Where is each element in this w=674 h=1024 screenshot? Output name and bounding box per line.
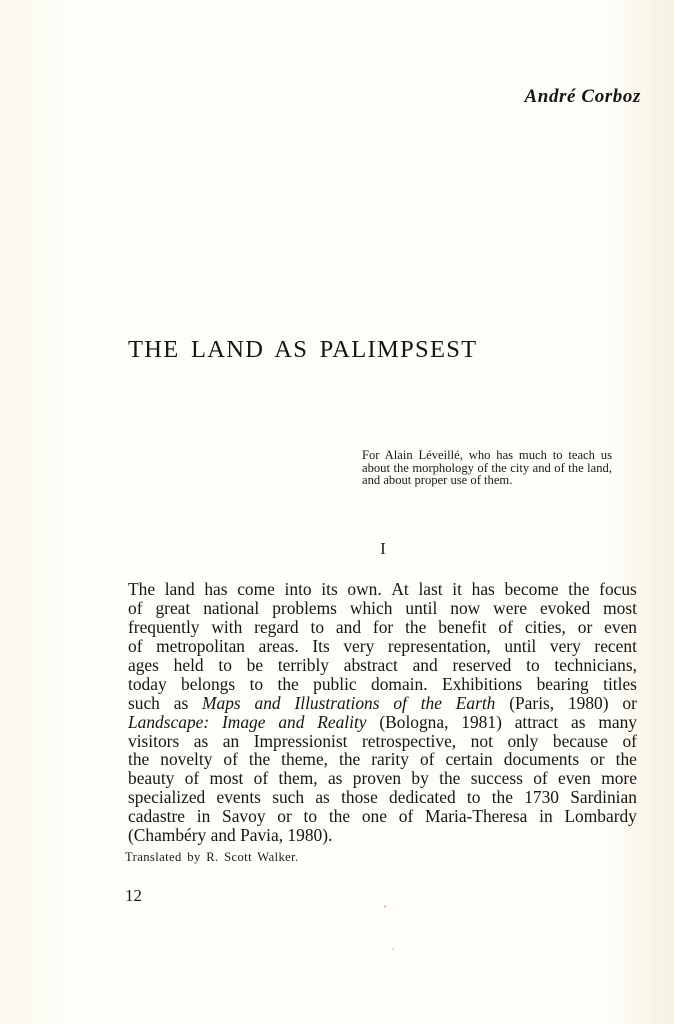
word: 1730: [524, 787, 559, 808]
word: Illustrations: [294, 692, 380, 713]
word: and: [412, 654, 438, 675]
word: only: [507, 730, 539, 751]
word: of: [253, 768, 269, 789]
word: very: [343, 635, 375, 656]
word: (Chambéry: [128, 825, 207, 846]
word: focus: [599, 579, 637, 599]
word: not: [470, 730, 493, 751]
body-line: [128, 807, 637, 826]
word: retrospective,: [361, 730, 457, 751]
word: held: [173, 654, 204, 675]
word: one: [361, 806, 387, 827]
word: of: [419, 749, 435, 770]
word: many: [598, 711, 637, 732]
word: of: [128, 635, 143, 656]
body-line: [128, 656, 637, 675]
word: proven: [352, 768, 402, 789]
word: last: [418, 579, 443, 599]
word: the: [568, 579, 590, 599]
body-line: [128, 637, 637, 656]
word: or: [590, 749, 605, 770]
word: Reality: [317, 711, 367, 732]
word: them,: [278, 768, 318, 789]
word: (Bologna,: [379, 711, 449, 732]
body-line: [128, 769, 637, 788]
word: the: [491, 787, 513, 808]
body-line: [128, 675, 637, 694]
word: as: [327, 768, 343, 789]
word: to: [466, 787, 481, 808]
body-paragraph: [128, 580, 637, 845]
word: terribly: [277, 654, 329, 675]
body-line-words: [128, 732, 637, 751]
word: or: [277, 806, 292, 827]
word: bearing: [536, 673, 589, 694]
word: great: [155, 597, 191, 618]
word: of: [223, 749, 238, 770]
word: reserved: [452, 654, 512, 675]
word: domain.: [371, 673, 428, 694]
word: or: [622, 692, 637, 713]
word: those: [341, 787, 378, 808]
word: the: [248, 749, 271, 770]
word: documents: [503, 749, 580, 770]
word: the: [420, 692, 442, 713]
word: areas.: [258, 635, 299, 656]
word: as: [173, 692, 189, 713]
word: attract: [514, 711, 559, 732]
body-line-words: [128, 599, 637, 618]
word: of: [398, 806, 414, 827]
paper-speck: [384, 905, 386, 908]
body-line-words: [128, 788, 637, 807]
word: even: [558, 768, 591, 789]
word: and: [278, 711, 305, 732]
body-line-words: [128, 807, 637, 826]
word: land: [164, 579, 195, 599]
word: because: [552, 730, 608, 751]
word: 1980).: [287, 825, 333, 846]
translator-credit: Translated by R. Scott Walker.: [125, 850, 299, 864]
word: more: [601, 768, 637, 789]
word: the: [615, 749, 637, 770]
word: has: [204, 579, 228, 599]
word: theme,: [281, 749, 329, 770]
word: such: [128, 692, 160, 713]
article-title: THE LAND AS PALIMPSEST: [128, 336, 478, 363]
word: the: [128, 749, 150, 770]
body-line-words: [128, 825, 332, 845]
word: At: [391, 579, 409, 599]
body-line-words: [128, 675, 637, 694]
word: The: [128, 579, 156, 599]
body-line: [128, 750, 637, 769]
word: in: [539, 806, 553, 827]
word: to: [249, 673, 264, 694]
word: national: [203, 597, 260, 618]
body-line-words: [128, 750, 637, 769]
body-line-words: [128, 580, 637, 599]
body-line-words: [128, 656, 637, 675]
section-number-label: I: [380, 539, 386, 558]
word: Maria-Theresa: [425, 806, 528, 827]
word: certain: [445, 749, 493, 770]
word: Lombardy: [564, 806, 637, 827]
word: to: [526, 654, 540, 675]
word: novelty: [160, 749, 213, 770]
word: Maps: [202, 692, 241, 713]
word: the: [328, 806, 351, 827]
word: now: [450, 597, 481, 618]
word: of: [533, 768, 548, 789]
word: frequently: [128, 616, 200, 637]
word: success: [470, 768, 523, 789]
section-number: [0, 539, 674, 559]
body-line: [128, 580, 637, 599]
word: has: [471, 579, 495, 599]
word: such: [272, 787, 305, 808]
word: representation,: [387, 635, 491, 656]
body-line-words: [128, 713, 637, 732]
word: metropolitan: [156, 635, 245, 656]
word: be: [246, 654, 264, 675]
word: Landscape:: [128, 711, 210, 732]
word: its: [321, 579, 338, 599]
word: technicians,: [554, 654, 637, 675]
word: an: [222, 730, 240, 751]
word: it: [452, 579, 462, 599]
word: and: [335, 616, 362, 637]
word: of: [622, 730, 637, 751]
word: of: [498, 616, 513, 637]
body-line: [128, 713, 637, 732]
word: which: [349, 597, 393, 618]
word: as: [193, 730, 209, 751]
word: of: [128, 597, 143, 618]
body-line-words: [128, 694, 637, 713]
word: into: [284, 579, 312, 599]
body-line: [128, 788, 637, 807]
word: the: [339, 749, 361, 770]
word: problems: [272, 597, 337, 618]
word: Exhibitions: [441, 673, 523, 694]
word: until: [504, 635, 537, 656]
word: regard: [254, 616, 299, 637]
word: belongs: [181, 673, 236, 694]
word: and: [210, 825, 236, 846]
body-line: [128, 732, 637, 751]
word: rarity: [371, 749, 409, 770]
body-line: [128, 618, 637, 637]
body-line-words: [128, 769, 637, 788]
word: in: [196, 806, 211, 827]
paper-speck: [392, 948, 394, 950]
body-line-words: [128, 618, 637, 637]
word: as: [571, 711, 586, 732]
word: of: [184, 768, 200, 789]
word: by: [411, 768, 429, 789]
word: of: [393, 692, 407, 713]
word: even: [604, 616, 637, 637]
word: Pavia,: [240, 825, 284, 846]
word: recent: [594, 635, 637, 656]
word: Its: [312, 635, 330, 656]
author-name: André Corboz: [524, 86, 641, 107]
word: to: [218, 654, 232, 675]
word: the: [277, 673, 299, 694]
word: 1980): [567, 692, 609, 713]
word: benefit: [438, 616, 487, 637]
word: beauty: [128, 768, 175, 789]
word: with: [211, 616, 243, 637]
word: or: [577, 616, 593, 637]
word: evoked: [539, 597, 591, 618]
word: were: [493, 597, 527, 618]
word: most: [209, 768, 244, 789]
word: for: [372, 616, 394, 637]
word: and: [254, 692, 281, 713]
word: ages: [128, 654, 159, 675]
word: events: [216, 787, 261, 808]
word: cadastre: [128, 806, 185, 827]
word: 1981): [461, 711, 502, 732]
word: abstract: [343, 654, 398, 675]
word: today: [128, 673, 167, 694]
word: the: [439, 768, 461, 789]
word: become: [504, 579, 559, 599]
word: visitors: [128, 730, 180, 751]
word: Sardinian: [570, 787, 637, 808]
word: very: [549, 635, 581, 656]
word: come: [237, 579, 275, 599]
dedication-epigraph: For Alain Léveillé, who has much to teach us about the morphology of the city and of the land, and about proper use of them.: [362, 448, 612, 488]
body-line-words: [128, 637, 637, 656]
word: Savoy: [222, 806, 266, 827]
word: the: [405, 616, 427, 637]
word: dedicated: [389, 787, 456, 808]
word: most: [603, 597, 637, 618]
word: specialized: [128, 787, 206, 808]
word: to: [303, 806, 318, 827]
word: Earth: [455, 692, 496, 713]
word: to: [310, 616, 325, 637]
word: Impressionist: [253, 730, 348, 751]
word: cities,: [524, 616, 566, 637]
word: until: [405, 597, 438, 618]
word: titles: [603, 673, 637, 694]
page-number: 12: [125, 886, 142, 905]
body-line: [128, 694, 637, 713]
word: public: [313, 673, 357, 694]
word: Image: [222, 711, 266, 732]
body-line: [128, 826, 637, 845]
word: own.: [347, 579, 382, 599]
word: as: [315, 787, 330, 808]
word: (Paris,: [509, 692, 555, 713]
body-line: [128, 599, 637, 618]
